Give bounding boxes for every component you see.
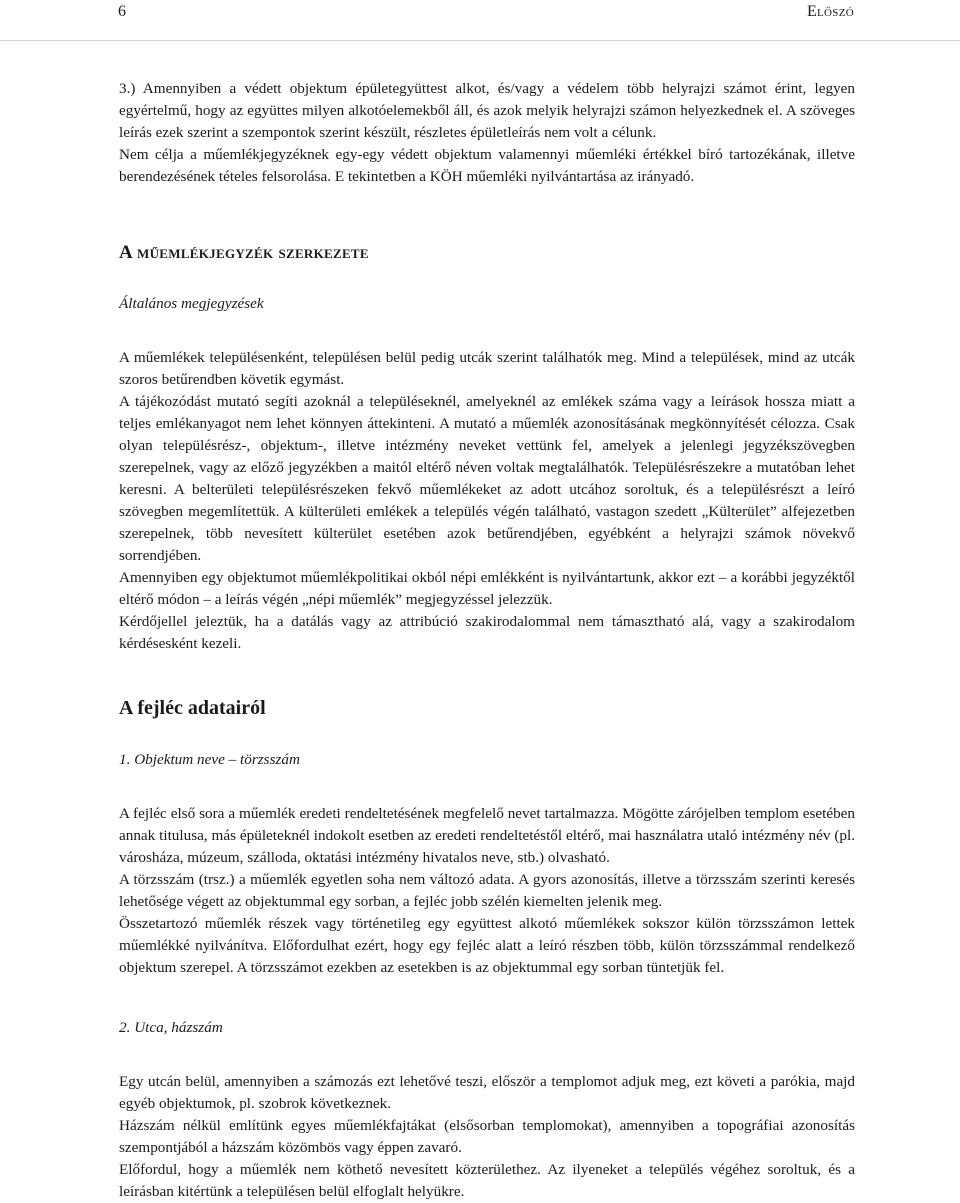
body-paragraph: A fejléc első sora a műemlék eredeti rendeltetésének megfelelő nevet tartalmazza. Mögötte zárójelben templom esetében annak titulusa, más épületeknél indokolt esetben az eredeti rendeltetéstől eltérő, mai használatra utaló intézmény név (pl. városháza, múzeum, szálloda, oktatási intézmény hivatalos neve, stb.) olvasható. [119, 805, 855, 866]
subsection-title-street-number: 2. Utca, házszám [119, 1019, 223, 1036]
page-number: 6 [118, 3, 126, 20]
page-header [0, 0, 960, 41]
section-title-structure: A műemlékjegyzék szerkezete [119, 242, 369, 263]
body-paragraph: A törzsszám (trsz.) a műemlék egyetlen soha nem változó adata. A gyors azonosítás, illetve a törzsszám szerinti keresés lehetősége végett az objektummal egy sorban, a fejléc jobb szélén kiemelten jelenik meg. [119, 871, 855, 910]
section-title-header-data: A fejléc adatairól [119, 697, 266, 719]
subsection-title-object-name: 1. Objektum neve – törzsszám [119, 751, 300, 768]
subsection-title-general-notes: Általános megjegyzések [119, 295, 264, 312]
body-paragraph: Amennyiben egy objektumot műemlékpolitikai okból népi emlékként is nyilvántartunk, akkor ezt – a korábbi jegyzéktől eltérő módon – a leírás végén „népi műemlék” megjegyzéssel jelezzük. [119, 569, 855, 608]
body-paragraph: Egy utcán belül, amennyiben a számozás ezt lehetővé teszi, először a templomot adjuk meg, ezt követi a parókia, majd egyéb objektumok, pl. szobrok következnek. [119, 1073, 855, 1112]
body-paragraph: Összetartozó műemlék részek vagy történetileg egy együttest alkotó műemlékek sokszor külön törzsszámon lettek műemlékké nyilvánítva. Előfordulhat ezért, hogy egy fejléc alatt a leíró részben több, külön törzsszámmal rendelkező objektum szerepel. A törzsszámot ezekben az esetekben is az objektummal egy sorban tüntetjük fel. [119, 915, 855, 976]
body-paragraph: A műemlékek településenként, településen belül pedig utcák szerint találhatók meg. Mind a települések, mind az utcák szoros betűrendben követik egymást. [119, 349, 855, 388]
running-title: Előszó [806, 3, 854, 20]
body-paragraph: Házszám nélkül említünk egyes műemlékfajtákat (elsősorban templomokat), amennyiben a topográfiai azonosítás szempontjából a házszám közömbös vagy éppen zavaró. [119, 1117, 855, 1156]
page-content [119, 78, 855, 1203]
body-paragraph: Előfordul, hogy a műemlék nem köthető nevesített közterülethez. Az ilyeneket a település végéhez soroltuk, és a leírásban kitértünk a településen belül elfoglalt helyükre. [119, 1161, 855, 1200]
body-paragraph: Kérdőjellel jeleztük, ha a datálás vagy az attribúció szakirodalommal nem támasztható alá, vagy a szakirodalom kérdésesként kezeli. [119, 613, 855, 652]
body-paragraph: A tájékozódást mutató segíti azoknál a településeknél, amelyeknél az emlékek száma vagy a leírások hossza miatt a teljes emlékanyagot nem lehet könnyen áttekinteni. A mutató a műemlék azonosításának megkönnyítését célozza. Csak olyan településrész-, objektum-, illetve intézmény neveket vettünk fel, amelyek a jelenlegi jegyzékszövegben szerepelnek, vagy az előző jegyzékben a maitól eltérő néven voltak megtalálhatók. Településrészekre a mutatóban lehet keresni. A belterületi településrészeken fekvő műemlékeket az adott utcához soroltuk, és a településrészt a leíró szövegben megemlítettük. A külterületi emlékek a település végén található, vastagon szedett „Külterület” alfejezetben szerepelnek, több nevesített külterület esetében azok betűrendjében, egyébként a helyrajzi számok növekvő sorrendjében. [119, 393, 855, 564]
intro-paragraph: Nem célja a műemlékjegyzéknek egy-egy védett objektum valamennyi műemléki értékkel bíró tartozékának, illetve berendezésének tételes felsorolása. E tekintetben a KÖH műemléki nyilvántartása az irányadó. [119, 146, 855, 185]
intro-paragraph: 3.) Amennyiben a védett objektum épületegyüttest alkot, és/vagy a védelem több helyrajzi számot érint, legyen egyértelmű, hogy az együttes milyen alkotóelemekből áll, és azok melyik helyrajzi számon helyezkednek el. A szöveges leírás ezek szerint a szempontok szerint készült, részletes épületleírás nem volt a célunk. [119, 80, 855, 141]
